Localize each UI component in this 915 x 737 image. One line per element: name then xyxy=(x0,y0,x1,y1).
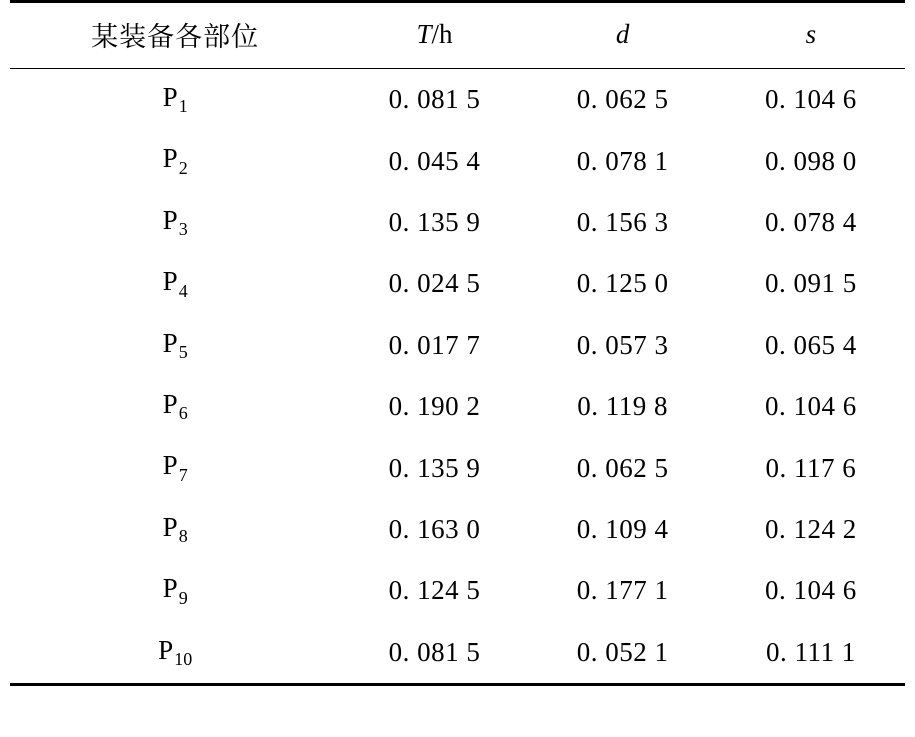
row-label xyxy=(10,622,340,685)
table-row xyxy=(10,437,905,498)
cell-s: 0. 104 6 xyxy=(765,391,857,422)
cell-t: 0. 024 5 xyxy=(388,268,481,299)
row-label-subscript: 10 xyxy=(174,648,193,669)
row-label-base: P xyxy=(158,634,174,665)
cell-t: 0. 135 9 xyxy=(388,452,481,483)
row-label-subscript: 5 xyxy=(178,341,188,362)
row-label-base: P xyxy=(162,204,178,235)
row-label-subscript: 6 xyxy=(178,403,188,424)
cell-s: 0. 117 6 xyxy=(765,452,857,483)
row-label xyxy=(10,69,340,131)
cell-s: 0. 078 4 xyxy=(765,206,857,237)
cell-t: 0. 135 9 xyxy=(388,206,481,237)
row-label xyxy=(10,376,340,437)
cell-d: 0. 057 3 xyxy=(576,329,669,360)
cell-d: 0. 062 5 xyxy=(576,452,669,483)
row-label xyxy=(10,560,340,621)
table-header-row xyxy=(10,2,905,69)
cell-s: 0. 098 0 xyxy=(765,145,857,176)
table-row xyxy=(10,499,905,560)
data-table xyxy=(10,0,905,686)
cell-s: 0. 104 6 xyxy=(765,575,857,606)
cell-s: 0. 124 2 xyxy=(765,513,857,544)
row-label-base: P xyxy=(162,327,178,358)
column-header-t xyxy=(340,2,528,69)
cell-s: 0. 111 1 xyxy=(766,636,856,667)
table-body xyxy=(10,69,905,685)
column-header-d: d xyxy=(615,19,630,49)
column-header-s: s xyxy=(805,19,817,49)
cell-d: 0. 078 1 xyxy=(576,145,669,176)
table-row xyxy=(10,192,905,253)
cell-t: 0. 081 5 xyxy=(388,636,481,667)
cell-t: 0. 163 0 xyxy=(388,513,481,544)
row-label-base: P xyxy=(162,511,178,542)
table-row xyxy=(10,315,905,376)
cell-d: 0. 109 4 xyxy=(576,513,669,544)
row-label xyxy=(10,315,340,376)
row-label-subscript: 8 xyxy=(178,526,188,547)
row-label-subscript: 1 xyxy=(178,96,188,117)
cell-d: 0. 177 1 xyxy=(576,575,669,606)
cell-s: 0. 091 5 xyxy=(765,268,857,299)
row-label xyxy=(10,499,340,560)
table-row xyxy=(10,376,905,437)
row-label xyxy=(10,253,340,314)
cell-s: 0. 104 6 xyxy=(765,84,857,115)
cell-t: 0. 081 5 xyxy=(388,84,481,115)
cell-d: 0. 052 1 xyxy=(576,636,669,667)
row-label-subscript: 7 xyxy=(178,464,188,485)
row-label xyxy=(10,437,340,498)
cell-t: 0. 190 2 xyxy=(388,391,481,422)
cell-d: 0. 125 0 xyxy=(576,268,669,299)
row-label-subscript: 9 xyxy=(178,587,188,608)
row-label-base: P xyxy=(162,573,178,604)
row-label-subscript: 4 xyxy=(178,280,188,301)
cell-d: 0. 119 8 xyxy=(577,391,669,422)
table-row xyxy=(10,69,905,131)
column-header-t-unit: /h xyxy=(431,19,453,49)
table-row xyxy=(10,560,905,621)
cell-t: 0. 124 5 xyxy=(388,575,481,606)
row-label-base: P xyxy=(162,143,178,174)
cell-d: 0. 062 5 xyxy=(576,84,669,115)
row-label-base: P xyxy=(162,450,178,481)
row-label-subscript: 3 xyxy=(178,219,188,240)
cell-s: 0. 065 4 xyxy=(765,329,857,360)
cell-t: 0. 045 4 xyxy=(388,145,481,176)
cell-d: 0. 156 3 xyxy=(576,206,669,237)
row-label-base: P xyxy=(162,266,178,297)
table-row xyxy=(10,130,905,191)
table-row xyxy=(10,253,905,314)
row-label-base: P xyxy=(162,82,178,112)
column-header-t-symbol: T xyxy=(416,19,432,49)
column-header-part: 某装备各部位 xyxy=(91,22,260,52)
table-row xyxy=(10,622,905,685)
row-label xyxy=(10,130,340,191)
row-label-subscript: 2 xyxy=(178,157,188,178)
table-header xyxy=(10,2,905,69)
row-label xyxy=(10,192,340,253)
cell-t: 0. 017 7 xyxy=(388,329,481,360)
row-label-base: P xyxy=(162,388,178,419)
